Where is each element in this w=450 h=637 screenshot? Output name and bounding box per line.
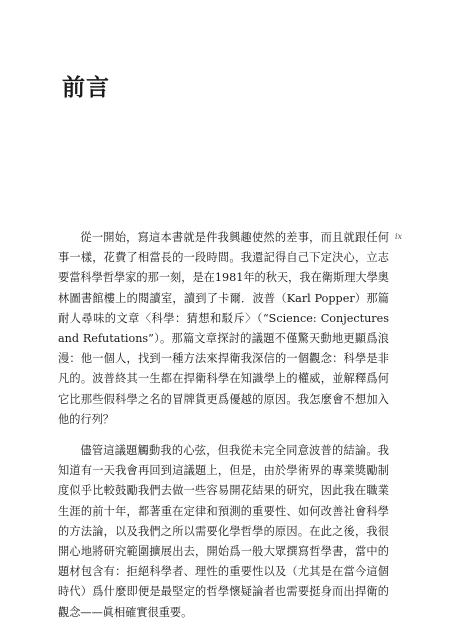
paragraph-1: 從一開始，寫這本書就是件我興趣使然的差事，而且就跟任何事一樣，花費了相當長的一段時間。我還記得自己下定決心，立志要當科學哲學家的那一刻，是在1981年的秋天，我在衛斯理大學奧林圖書館樓上的閱讀室，讀到了卡爾．波普（Karl Popper）那篇耐人尋味的文章〈科學：猜想和駁斥〉（“Science: Conjectures and Refutations”）。那篇文章探討的議題不僅驚天動地更顯爲浪漫：他一個人，找到一種方法來捍衛我深信的一個觀念：科學是非凡的。波普終其一生都在捍衛科學在知識學上的權威，並解釋爲何它比那些假科學之名的冒牌貨更爲優越的原因。我怎麼會不想加入他的行列？ [58,231,389,426]
margin-page-number: ix [395,232,403,241]
body-text [58,228,389,623]
paragraph-2: 儘管這議題觸動我的心弦，但我從未完全同意波普的結論。我知道有一天我會再回到這議題上，但是，由於學術界的專業獎勵制度似乎比較鼓勵我們去做一些容易開花結果的研究，因此我在職業生涯的前十年，都著重在定律和預測的重要性、如何改善社會科學的方法論，以及我們之所以需要化學哲學的原因。在此之後，我很開心地將研究範圍擴展出去，開始爲一般大眾撰寫哲學書，當中的題材包含有：拒絕科學者、理性的重要性以及（尤其是在當今這個時代）爲什麼即便是最堅定的哲學懷疑論者也需要挺身而出捍衛的觀念——眞相確實很重要。 [58,444,389,619]
chapter-title: 前言 [62,74,110,101]
